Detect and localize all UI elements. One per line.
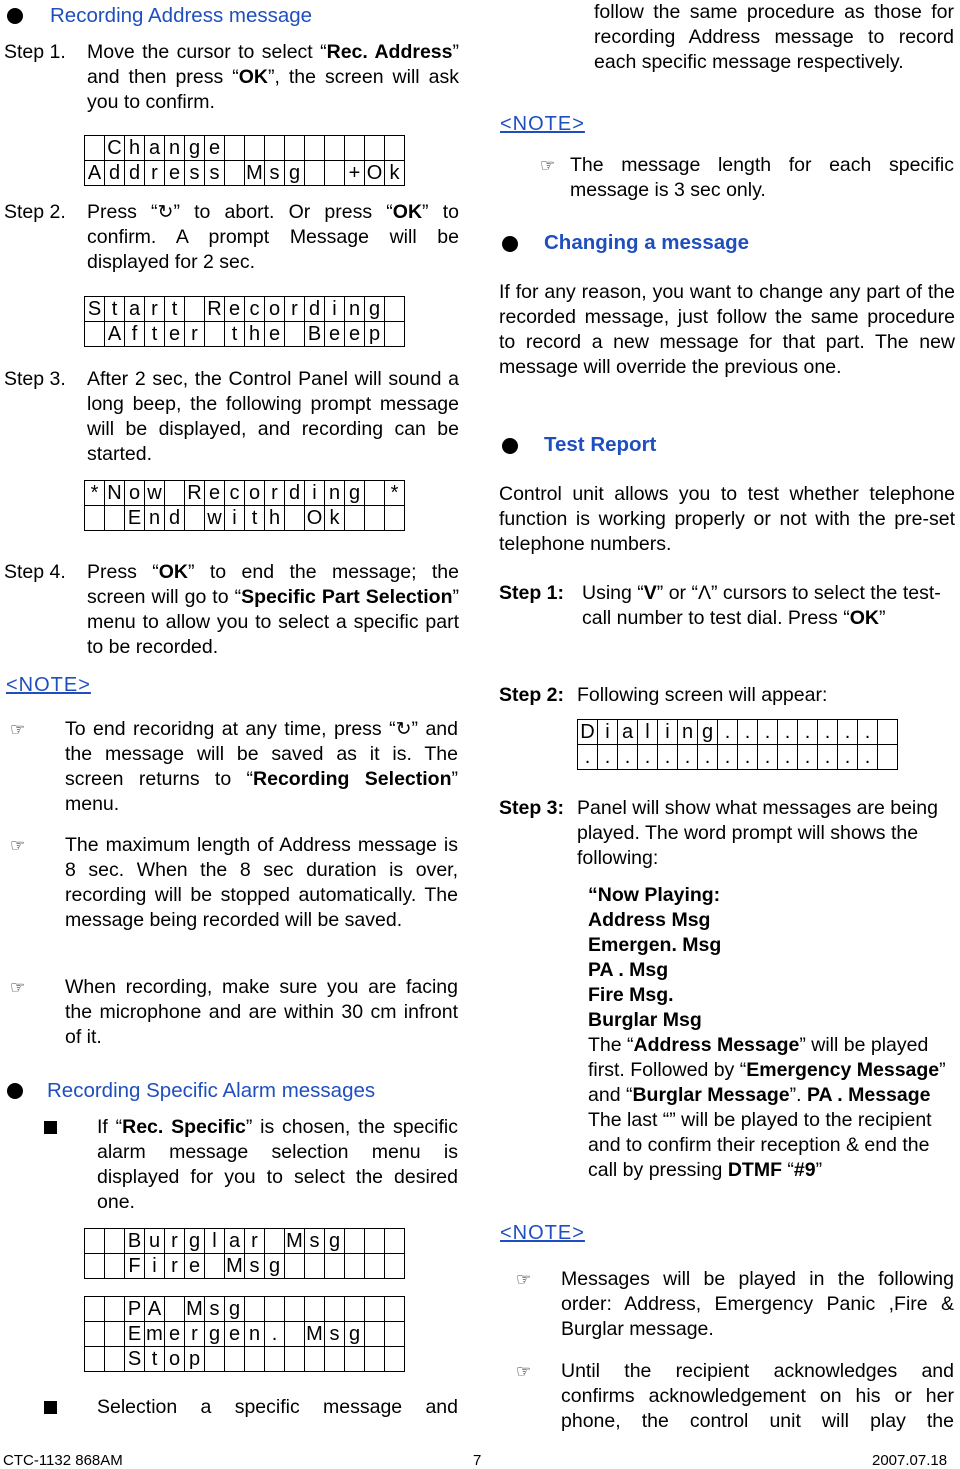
lcd-cell: h <box>245 322 265 347</box>
lcd-specific-menu-1 <box>84 1228 405 1279</box>
return-icon: ↻ <box>157 202 174 223</box>
lcd-cell <box>325 1297 345 1322</box>
note-microphone: When recording, make sure you are facing the microphone and are within 30 cm infront of it. <box>65 976 458 1048</box>
lcd-cell: g <box>345 1322 365 1347</box>
lcd-cell <box>385 297 405 322</box>
lcd-cell: g <box>365 297 385 322</box>
note-max-length: The maximum length of Address message is 8 sec. When the 8 sec duration is over, recording will be stopped automatically. The message being recorded will be saved. <box>65 834 458 931</box>
lcd-row <box>85 506 405 531</box>
lcd-cell <box>385 136 405 161</box>
lcd-cell: R <box>185 481 205 506</box>
lcd-cell <box>185 506 205 531</box>
test-step1-text: Using “V” or “Λ” cursors to select the test-call number to test dial. Press “OK” <box>582 582 941 629</box>
lcd-cell: k <box>325 506 345 531</box>
lcd-cell: D <box>578 720 598 745</box>
lcd-cell: . <box>838 720 858 745</box>
lcd-cell: . <box>738 720 758 745</box>
lcd-cell <box>305 161 325 186</box>
note-label: <NOTE> <box>500 1222 585 1244</box>
lcd-cell: . <box>265 1322 285 1347</box>
lcd-cell: . <box>638 745 658 770</box>
lcd-cell <box>85 1347 105 1372</box>
lcd-cell: r <box>165 1229 185 1254</box>
footer-model: CTC-1132 868AM <box>3 1452 123 1469</box>
lcd-cell: s <box>205 161 225 186</box>
lcd-cell: r <box>285 297 305 322</box>
lcd-cell <box>105 506 125 531</box>
lcd-cell: s <box>305 1229 325 1254</box>
lcd-cell <box>245 1347 265 1372</box>
lcd-cell <box>365 1322 385 1347</box>
bullet-icon <box>502 438 518 454</box>
lcd-cell <box>105 1297 125 1322</box>
lcd-cell: a <box>225 1229 245 1254</box>
footer-page-number: 7 <box>473 1452 482 1469</box>
lcd-cell <box>185 297 205 322</box>
lcd-row <box>85 161 405 186</box>
lcd-cell: r <box>265 481 285 506</box>
test-step2-text: Following screen will appear: <box>577 684 828 706</box>
lcd-cell: i <box>598 720 618 745</box>
lcd-cell: d <box>285 481 305 506</box>
lcd-cell: . <box>758 720 778 745</box>
lcd-cell <box>365 1254 385 1279</box>
lcd-cell: R <box>205 297 225 322</box>
lcd-cell <box>205 1347 225 1372</box>
lcd-cell <box>165 1297 185 1322</box>
hand-pointer-icon: ☞ <box>540 156 556 175</box>
lcd-cell: w <box>145 481 165 506</box>
lcd-cell: M <box>306 1323 323 1345</box>
lcd-cell: C <box>105 136 125 161</box>
lcd-cell: r <box>245 1229 265 1254</box>
lcd-cell <box>345 506 365 531</box>
lcd-cell: . <box>738 745 758 770</box>
lcd-cell <box>265 1347 285 1372</box>
lcd-dialing-screen <box>577 719 898 770</box>
lcd-cell: . <box>598 745 618 770</box>
lcd-cell: u <box>145 1229 165 1254</box>
lcd-cell <box>105 1254 125 1279</box>
note-label: <NOTE> <box>6 674 91 696</box>
lcd-cell: e <box>205 481 225 506</box>
lcd-cell: B <box>305 322 325 347</box>
lcd-cell: P <box>125 1297 145 1322</box>
lcd-row <box>85 136 405 161</box>
lcd-row <box>85 1347 405 1372</box>
lcd-cell <box>385 1254 405 1279</box>
lcd-cell <box>225 1347 245 1372</box>
lcd-cell: . <box>658 745 678 770</box>
lcd-cell <box>305 136 325 161</box>
now-playing-list <box>588 883 721 1033</box>
lcd-cell: e <box>325 322 345 347</box>
step3-label: Step 3. <box>4 368 66 390</box>
lcd-cell: d <box>125 161 145 186</box>
lcd-cell <box>305 1254 325 1279</box>
step3-text: After 2 sec, the Control Panel will sound a long beep, the following prompt message will be displayed, and recording can be started. <box>87 368 459 465</box>
lcd-row <box>85 481 405 506</box>
lcd-cell: o <box>245 481 265 506</box>
lcd-cell: . <box>858 745 878 770</box>
lcd-cell <box>285 1254 305 1279</box>
lcd-cell <box>325 136 345 161</box>
note-label: <NOTE> <box>500 113 585 135</box>
lcd-cell <box>285 322 305 347</box>
lcd-cell: B <box>125 1229 145 1254</box>
lcd-cell: e <box>225 297 245 322</box>
lcd-cell <box>85 136 105 161</box>
lcd-cell: g <box>225 1297 245 1322</box>
lcd-cell <box>345 1254 365 1279</box>
lcd-cell <box>325 1347 345 1372</box>
now-playing-line: “Now Playing: <box>588 884 721 906</box>
lcd-confirm-screen <box>84 135 405 186</box>
lcd-row <box>85 1229 405 1254</box>
lcd-cell: a <box>125 297 145 322</box>
lcd-cell: h <box>265 506 285 531</box>
lcd-cell: c <box>245 297 265 322</box>
lcd-cell: d <box>105 161 125 186</box>
hand-pointer-icon: ☞ <box>10 836 26 855</box>
lcd-cell: t <box>145 1347 165 1372</box>
lcd-cell: A <box>85 161 105 186</box>
lcd-cell: r <box>185 322 205 347</box>
lcd-cell <box>385 1297 405 1322</box>
step4-label: Step 4. <box>4 561 66 583</box>
lcd-cell: N <box>105 481 125 506</box>
lcd-start-recording-screen <box>84 296 405 347</box>
lcd-cell <box>265 1229 285 1254</box>
lcd-row <box>85 322 405 347</box>
lcd-cell: t <box>145 322 165 347</box>
lcd-cell <box>205 1254 225 1279</box>
lcd-cell <box>325 161 345 186</box>
lcd-now-recording-screen <box>84 480 405 531</box>
lcd-cell: . <box>578 745 598 770</box>
lcd-cell <box>265 1297 285 1322</box>
lcd-cell: + <box>345 161 365 186</box>
lcd-cell: i <box>325 297 345 322</box>
lcd-cell <box>285 1347 305 1372</box>
lcd-cell: g <box>325 1229 345 1254</box>
lcd-cell <box>345 1229 365 1254</box>
lcd-cell: s <box>185 161 205 186</box>
lcd-cell <box>85 1297 105 1322</box>
lcd-cell <box>345 1297 365 1322</box>
hand-pointer-icon: ☞ <box>516 1362 532 1381</box>
lcd-cell: . <box>798 720 818 745</box>
lcd-cell: e <box>345 322 365 347</box>
lcd-cell: s <box>245 1254 265 1279</box>
lcd-cell: r <box>165 1254 185 1279</box>
hand-pointer-icon: ☞ <box>10 978 26 997</box>
lcd-cell: o <box>165 1347 185 1372</box>
lcd-cell: i <box>145 1254 165 1279</box>
lcd-cell <box>365 481 385 506</box>
lcd-cell: t <box>105 297 125 322</box>
lcd-cell: . <box>838 745 858 770</box>
lcd-cell: k <box>385 161 405 186</box>
note-play-order: Messages will be played in the following order: Address, Emergency Panic ,Fire & Burglar message. <box>561 1268 954 1340</box>
lcd-cell <box>385 322 405 347</box>
step2-text: Press “↻” to abort. Or press “OK” to confirm. A prompt Message will be displayed for 2 sec. <box>87 201 459 273</box>
footer-date: 2007.07.18 <box>872 1452 948 1469</box>
lcd-cell: r <box>145 297 165 322</box>
lcd-cell: . <box>698 745 718 770</box>
lcd-cell <box>345 1347 365 1372</box>
lcd-cell: M <box>246 162 263 184</box>
return-icon: ↻ <box>395 719 412 740</box>
lcd-cell: g <box>698 720 718 745</box>
test-step3-label: Step 3: <box>499 797 565 819</box>
lcd-cell: . <box>818 745 838 770</box>
lcd-cell: p <box>185 1347 205 1372</box>
square-bullet-icon <box>44 1121 57 1134</box>
lcd-cell <box>85 1254 105 1279</box>
lcd-cell: o <box>265 297 285 322</box>
lcd-cell <box>285 1322 305 1347</box>
lcd-cell: e <box>165 1322 185 1347</box>
lcd-cell <box>105 1229 125 1254</box>
lcd-row <box>85 297 405 322</box>
lcd-cell: e <box>185 1254 205 1279</box>
test-step3-text: Panel will show what messages are being played. The word prompt will shows the following: <box>577 797 938 869</box>
test-step1-label: Step 1: <box>499 582 565 604</box>
lcd-cell: e <box>225 1322 245 1347</box>
lcd-cell: t <box>165 297 185 322</box>
lcd-cell: h <box>125 136 145 161</box>
lcd-row <box>85 1254 405 1279</box>
now-playing-line: PA . Msg <box>588 959 669 981</box>
lcd-cell: e <box>165 322 185 347</box>
lcd-cell: . <box>778 720 798 745</box>
step2-label: Step 2. <box>4 201 66 223</box>
now-playing-line: Emergen. Msg <box>588 934 722 956</box>
lcd-cell: n <box>678 720 698 745</box>
lcd-cell <box>85 506 105 531</box>
lcd-cell <box>878 745 898 770</box>
lcd-cell: . <box>758 745 778 770</box>
lcd-row <box>578 720 898 745</box>
heading-specific-alarm: Recording Specific Alarm messages <box>47 1079 376 1102</box>
now-playing-line: Fire Msg. <box>588 984 674 1006</box>
lcd-cell: w <box>205 506 225 531</box>
lcd-cell: S <box>125 1347 145 1372</box>
lcd-row <box>85 1297 405 1322</box>
lcd-cell: g <box>185 1229 205 1254</box>
lcd-cell <box>365 1229 385 1254</box>
lcd-cell: A <box>145 1297 165 1322</box>
lcd-cell <box>385 506 405 531</box>
lcd-cell: n <box>145 506 165 531</box>
lcd-cell: m <box>146 1323 163 1345</box>
lcd-cell: s <box>265 161 285 186</box>
note-message-length: The message length for each specific message is 3 sec only. <box>570 154 954 201</box>
lcd-cell <box>285 1297 305 1322</box>
lcd-cell <box>165 481 185 506</box>
lcd-cell <box>365 1297 385 1322</box>
lcd-cell: f <box>125 322 145 347</box>
step1-text: Move the cursor to select “Rec. Address” and then press “OK”, the screen will ask you to confirm. <box>87 41 459 113</box>
lcd-cell: i <box>225 506 245 531</box>
lcd-cell: t <box>225 322 245 347</box>
note-acknowledge: Until the recipient acknowledges and confirms acknowledgement on his or her phone, the control unit will play the <box>561 1360 954 1432</box>
lcd-cell <box>385 1229 405 1254</box>
heading-test-report: Test Report <box>544 433 657 456</box>
lcd-cell <box>305 1297 325 1322</box>
lcd-cell: n <box>345 297 365 322</box>
lcd-cell: l <box>205 1229 225 1254</box>
lcd-cell: d <box>165 506 185 531</box>
lcd-cell: e <box>165 161 185 186</box>
lcd-cell: A <box>105 322 125 347</box>
lcd-cell: E <box>125 1322 145 1347</box>
hand-pointer-icon: ☞ <box>516 1270 532 1289</box>
lcd-cell: e <box>205 136 225 161</box>
lcd-cell: s <box>325 1322 345 1347</box>
now-playing-line: Address Msg <box>588 909 711 931</box>
lcd-cell <box>325 1254 345 1279</box>
lcd-cell: . <box>718 720 738 745</box>
lcd-cell: M <box>186 1298 203 1320</box>
bullet-icon <box>7 8 23 24</box>
lcd-cell: . <box>778 745 798 770</box>
lcd-cell <box>225 161 245 186</box>
lcd-cell: r <box>145 161 165 186</box>
lcd-cell: O <box>305 506 325 531</box>
lcd-cell: g <box>265 1254 285 1279</box>
continued-text: follow the same procedure as those for recording Address message to record each specific message respectively. <box>594 1 954 73</box>
lcd-cell: o <box>125 481 145 506</box>
now-playing-line: Burglar Msg <box>588 1009 702 1031</box>
heading-changing-message: Changing a message <box>544 231 750 254</box>
lcd-cell <box>85 1229 105 1254</box>
lcd-cell: i <box>658 720 678 745</box>
lcd-cell <box>345 136 365 161</box>
item-rec-specific: If “Rec. Specific” is chosen, the specific alarm message selection menu is displayed for you to select the desired one. <box>97 1116 458 1213</box>
hand-pointer-icon: ☞ <box>10 720 26 739</box>
step1-label: Step 1. <box>4 41 66 63</box>
lcd-cell: E <box>125 506 145 531</box>
test-step2-label: Step 2: <box>499 684 565 706</box>
lcd-cell: * <box>85 481 105 506</box>
lcd-cell: . <box>718 745 738 770</box>
changing-message-text: If for any reason, you want to change any part of the recorded message, just follow the same procedure to record a new message for that part. The new message will override the previous one. <box>499 281 955 378</box>
lcd-cell <box>365 1347 385 1372</box>
lcd-cell: g <box>285 161 305 186</box>
lcd-cell <box>365 506 385 531</box>
lcd-cell: M <box>286 1230 303 1252</box>
test-report-text: Control unit allows you to test whether telephone function is working properly or not with the pre-set telephone numbers. <box>499 483 955 555</box>
lcd-specific-menu-2 <box>84 1296 405 1372</box>
lcd-cell: i <box>305 481 325 506</box>
lcd-cell <box>85 1322 105 1347</box>
lcd-cell: . <box>678 745 698 770</box>
lcd-cell: M <box>226 1255 243 1277</box>
lcd-cell: * <box>385 481 405 506</box>
lcd-cell: n <box>245 1322 265 1347</box>
lcd-cell: t <box>245 506 265 531</box>
lcd-cell: F <box>125 1254 145 1279</box>
lcd-cell: n <box>325 481 345 506</box>
lcd-cell: . <box>818 720 838 745</box>
lcd-cell <box>385 1322 405 1347</box>
lcd-cell <box>245 136 265 161</box>
lcd-cell: O <box>365 161 385 186</box>
heading-recording-address: Recording Address message <box>50 4 313 27</box>
lcd-cell <box>225 136 245 161</box>
lcd-cell <box>285 136 305 161</box>
lcd-cell: . <box>798 745 818 770</box>
lcd-row <box>578 745 898 770</box>
bullet-icon <box>7 1083 23 1099</box>
lcd-cell: . <box>618 745 638 770</box>
bullet-icon <box>502 236 518 252</box>
lcd-cell: r <box>185 1322 205 1347</box>
lcd-cell <box>305 1347 325 1372</box>
lcd-row <box>85 1322 405 1347</box>
lcd-cell: d <box>305 297 325 322</box>
lcd-cell: g <box>345 481 365 506</box>
step4-text: Press “OK” to end the message; the screen will go to “Specific Part Selection” menu to allow you to select a specific part to be recorded. <box>87 561 459 658</box>
lcd-cell: p <box>365 322 385 347</box>
lcd-cell: a <box>145 136 165 161</box>
square-bullet-icon <box>44 1401 57 1414</box>
lcd-cell: . <box>858 720 878 745</box>
lcd-cell <box>105 1347 125 1372</box>
lcd-cell: n <box>165 136 185 161</box>
note-end-recording: To end recoridng at any time, press “↻” and the message will be saved as it is. The screen returns to “Recording Selection” menu. <box>65 718 458 815</box>
lcd-cell <box>105 1322 125 1347</box>
lcd-cell: g <box>185 136 205 161</box>
lcd-cell <box>85 322 105 347</box>
lcd-cell <box>205 322 225 347</box>
lcd-cell: c <box>225 481 245 506</box>
lcd-cell <box>878 720 898 745</box>
lcd-cell: l <box>638 720 658 745</box>
lcd-cell <box>385 1347 405 1372</box>
lcd-cell: a <box>618 720 638 745</box>
lcd-cell: e <box>265 322 285 347</box>
lcd-cell <box>265 136 285 161</box>
lcd-cell <box>245 1297 265 1322</box>
lcd-cell: S <box>85 297 105 322</box>
lcd-cell <box>285 506 305 531</box>
lcd-cell: g <box>205 1322 225 1347</box>
item-selection: Selection a specific message and <box>97 1396 458 1418</box>
lcd-cell <box>365 136 385 161</box>
playing-description: The “Address Message” will be played first. Followed by “Emergency Message” and “Burglar Message”. PA . Message The last “” will be played to the recipient and to confirm their reception & end the call by pressing DTMF “#9” <box>588 1034 946 1181</box>
lcd-cell: s <box>205 1297 225 1322</box>
